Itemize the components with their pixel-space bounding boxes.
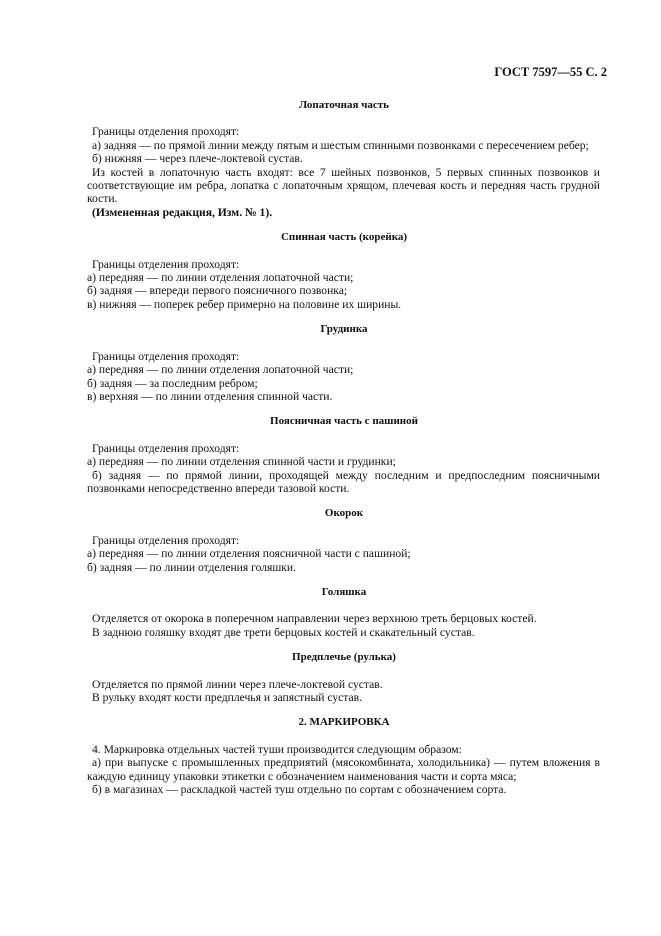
section-title-lopatochnaya: Лопаточная часть xyxy=(299,99,389,111)
paragraph-item: а) при выпуске с промышленных предприятий (мясокомбината, холодильника) — путем вложения в каждую единицу упаковки этикетки с обозначением наименования части и сорта мяса; xyxy=(87,756,600,783)
paragraph-text: Отделяется по прямой линии через плече-локтевой сустав. xyxy=(92,677,383,691)
paragraph-item: а) передняя — по линии отделения лопаточной части; xyxy=(87,271,354,285)
paragraph-intro: Границы отделения проходят: xyxy=(92,349,240,363)
paragraph-text: 4. Маркировка отдельных частей туши производится следующим образом: xyxy=(92,742,462,756)
paragraph-text: Отделяется от окорока в поперечном направлении через верхнюю треть берцовых костей. xyxy=(92,612,537,626)
paragraph-item: б) задняя — по линии отделения голяшки. xyxy=(87,560,297,574)
section-title-predplechye: Предплечье (рулька) xyxy=(292,651,396,664)
paragraph-item: б) задняя — впереди первого поясничного позвонка; xyxy=(87,284,348,298)
paragraph-item: а) передняя — по линии отделения поясничной части с пашиной; xyxy=(87,547,411,561)
paragraph-item: в) верхняя — по линии отделения спинной части. xyxy=(87,389,333,403)
paragraph-intro: Границы отделения проходят: xyxy=(92,257,240,271)
amendment-note: (Измененная редакция, Изм. № 1). xyxy=(92,205,273,219)
section-title-okorok: Окорок xyxy=(324,507,364,520)
paragraph-item: а) задняя — по прямой линии между пятым и шестым спинными позвонками с пересечением ребер; xyxy=(92,138,589,152)
section-title-markirovka: 2. МАРКИРОВКА xyxy=(298,716,390,729)
section-title-golyashka: Голяшка xyxy=(321,585,367,598)
paragraph-text: В рульку входят кости предплечья и запястный сустав. xyxy=(92,691,363,704)
paragraph-item: б) задняя — по прямой линии, проходящей между последним и предпоследним поясничными позвонками непосредственно впереди тазовой кости. xyxy=(87,468,600,495)
section-title-grudinka: Грудинка xyxy=(320,323,368,336)
paragraph-bones: Из костей в лопаточную часть входят: все 7 шейных позвонков, 5 первых спинных позвонков и соответствующие им ребра, лопатка с лопаточным хрящом, плечевая кость и передняя часть грудной кости. xyxy=(87,165,600,206)
section-title-poyasnichnaya: Поясничная часть с пашиной xyxy=(270,415,418,428)
paragraph-item: а) передняя — по линии отделения лопаточной части; xyxy=(87,363,354,377)
paragraph-text: В заднюю голяшку входят две трети берцовых костей и скакательный сустав. xyxy=(92,625,475,639)
document-body xyxy=(88,99,600,796)
paragraph-item: б) нижняя — через плече-локтевой сустав. xyxy=(92,152,303,166)
paragraph-item: б) в магазинах — раскладкой частей туш отдельно по сортам с обозначением сорта. xyxy=(92,783,507,797)
paragraph-intro: Границы отделения проходят: xyxy=(92,125,240,139)
paragraph-intro: Границы отделения проходят: xyxy=(92,533,240,547)
paragraph-intro: Границы отделения проходят: xyxy=(92,441,240,455)
paragraph-item: а) передняя — по линии отделения спинной части и грудинки; xyxy=(87,455,396,469)
section-title-spinnaya: Спинная часть (корейка) xyxy=(280,231,408,244)
page-header: ГОСТ 7597—55 С. 2 xyxy=(494,65,607,79)
paragraph-item: в) нижняя — поперек ребер примерно на половине их ширины. xyxy=(87,297,402,311)
paragraph-item: б) задняя — за последним ребром; xyxy=(87,376,258,390)
